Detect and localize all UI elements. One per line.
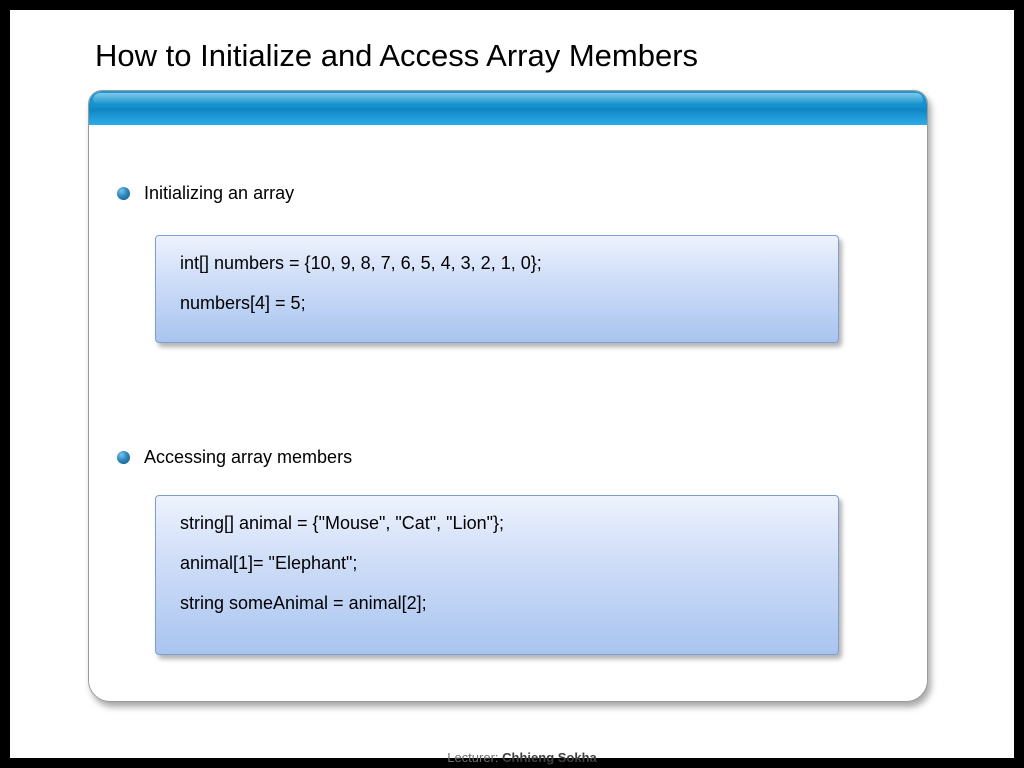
panel-header-gloss (93, 93, 923, 104)
code-box-initializing (155, 235, 839, 343)
slide (10, 10, 1014, 765)
page-title: How to Initialize and Access Array Members (95, 38, 699, 73)
panel-header-bar (89, 91, 927, 126)
code-line: animal[1]= "Elephant"; (180, 553, 358, 573)
panel-body (89, 125, 927, 701)
bullet-label: Initializing an array (144, 183, 295, 203)
footer-lecturer-name: Chhieng Sokha (502, 750, 597, 765)
bullet-item-accessing (117, 447, 352, 468)
code-line: string[] animal = {"Mouse", "Cat", "Lion"}; (180, 513, 504, 533)
bullet-label: Accessing array members (144, 447, 353, 467)
code-line: string someAnimal = animal[2]; (180, 593, 427, 613)
bullet-item-initializing (117, 183, 294, 204)
footer (10, 750, 1024, 765)
code-box-accessing (155, 495, 839, 655)
code-line: numbers[4] = 5; (180, 293, 306, 313)
content-panel (88, 90, 928, 702)
bullet-dot-icon (117, 451, 130, 464)
code-line: int[] numbers = {10, 9, 8, 7, 6, 5, 4, 3, 2, 1, 0}; (180, 253, 542, 273)
bullet-dot-icon (117, 187, 130, 200)
footer-label: Lecturer: (447, 750, 499, 765)
